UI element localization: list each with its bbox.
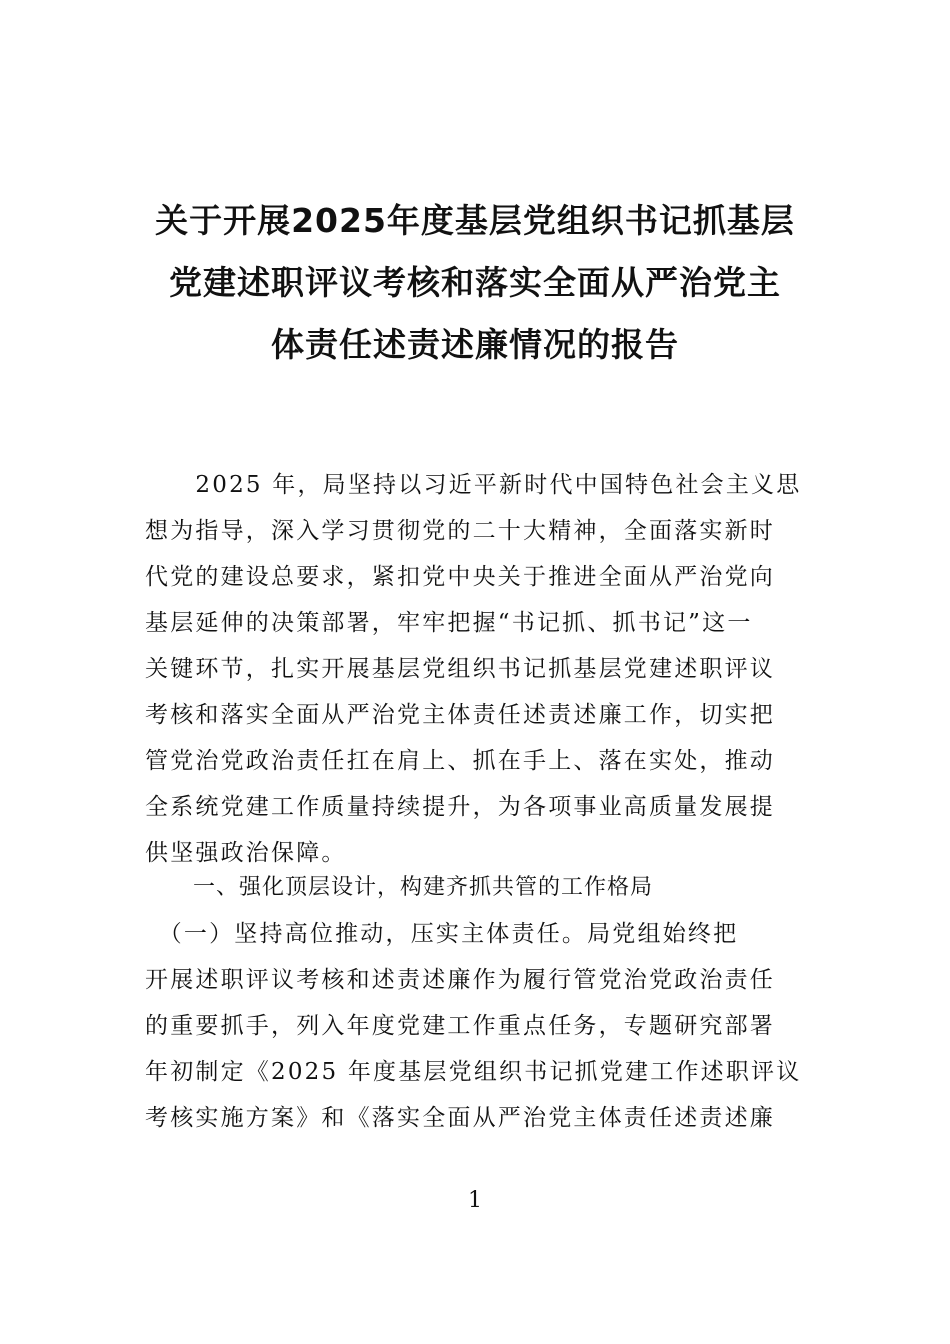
paragraph-line: 年初制定《2025 年度基层党组织书记抓党建工作述职评议 bbox=[145, 1059, 802, 1085]
paragraph-line: （一）坚持高位推动，压实主体责任。局党组始终把 bbox=[145, 921, 739, 947]
paragraph-line: 想为指导，深入学习贯彻党的二十大精神，全面落实新时 bbox=[145, 518, 775, 544]
paragraph-line: 2025 年，局坚持以习近平新时代中国特色社会主义思 bbox=[145, 472, 802, 498]
paragraph-line: 供坚强政治保障。 bbox=[145, 840, 347, 866]
paragraph-line: 基层延伸的决策部署，牢牢把握“书记抓、抓书记”这一 bbox=[145, 610, 753, 636]
title-line: 体责任述责述廉情况的报告 bbox=[271, 325, 679, 364]
paragraph-line: 考核实施方案》和《落实全面从严治党主体责任述责述廉 bbox=[145, 1105, 775, 1131]
paragraph-line: 代党的建设总要求，紧扣党中央关于推进全面从严治党向 bbox=[145, 564, 775, 590]
intro-paragraph bbox=[145, 462, 807, 876]
paragraph-line: 全系统党建工作质量持续提升，为各项事业高质量发展提 bbox=[145, 794, 775, 820]
paragraph-line: 开展述职评议考核和述责述廉作为履行管党治党政治责任 bbox=[145, 967, 775, 993]
section-paragraph bbox=[145, 911, 807, 1141]
title-line: 关于开展2025年度基层党组织书记抓基层 bbox=[155, 201, 795, 240]
paragraph-line: 的重要抓手，列入年度党建工作重点任务，专题研究部署 bbox=[145, 1013, 775, 1039]
paragraph-line: 关键环节，扎实开展基层党组织书记抓基层党建述职评议 bbox=[145, 656, 775, 682]
paragraph-line: 考核和落实全面从严治党主体责任述责述廉工作，切实把 bbox=[145, 702, 775, 728]
paragraph-line: 管党治党政治责任扛在肩上、抓在手上、落在实处，推动 bbox=[145, 748, 775, 774]
title-line: 党建述职评议考核和落实全面从严治党主 bbox=[169, 263, 781, 302]
page-number: 1 bbox=[468, 1188, 482, 1213]
section-heading: 一、强化顶层设计，构建齐抓共管的工作格局 bbox=[193, 875, 654, 900]
document-title bbox=[120, 190, 830, 376]
